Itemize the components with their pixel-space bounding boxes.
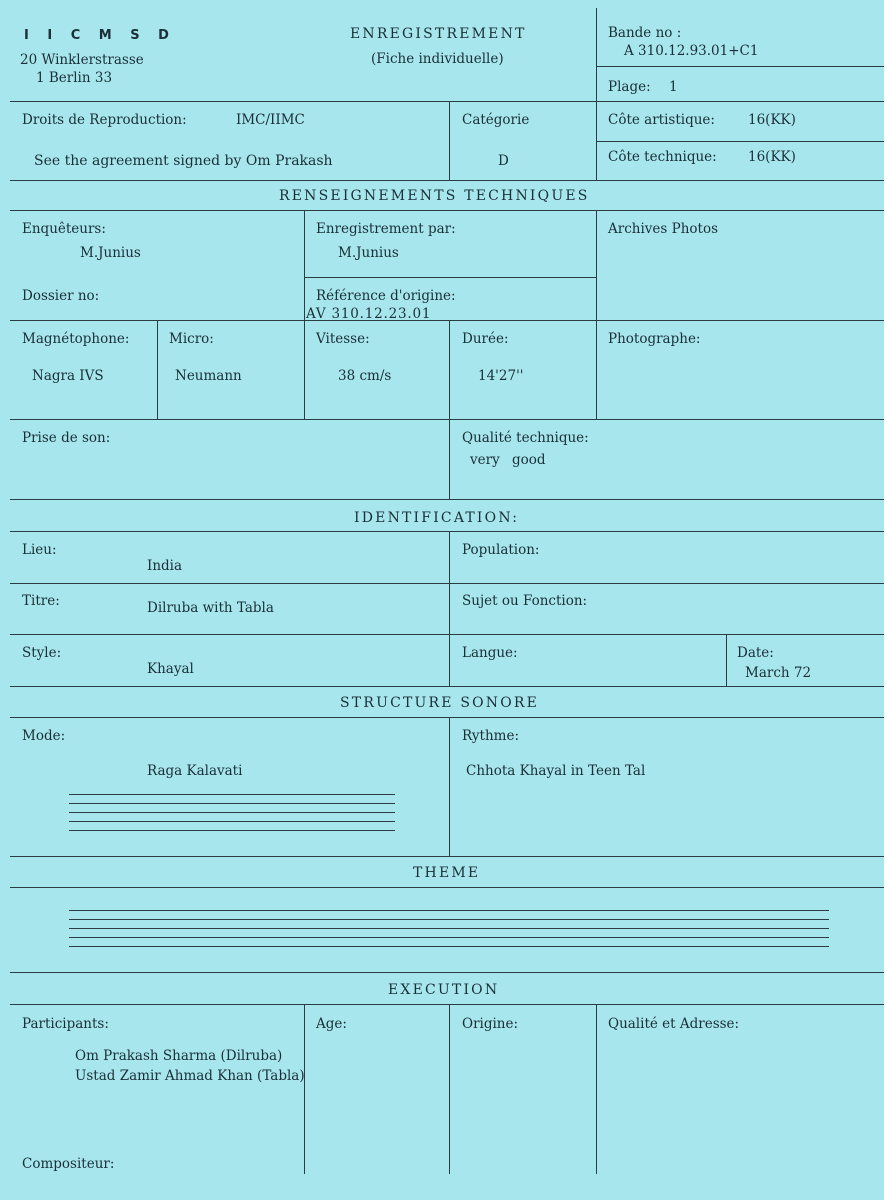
divider bbox=[10, 634, 884, 635]
ruled-line bbox=[69, 910, 829, 911]
cote-artistique-value: 16(KK) bbox=[748, 112, 796, 128]
magnetophone-label: Magnétophone: bbox=[22, 331, 130, 347]
bande-label: Bande no : bbox=[608, 25, 682, 41]
divider bbox=[596, 66, 884, 67]
qualite-adresse-label: Qualité et Adresse: bbox=[608, 1016, 740, 1032]
section-heading-technique: RENSEIGNEMENTS TECHNIQUES bbox=[279, 188, 590, 204]
divider bbox=[304, 210, 305, 419]
divider bbox=[304, 277, 596, 278]
plage-value: 1 bbox=[669, 79, 678, 95]
rythme-value: Chhota Khayal in Teen Tal bbox=[466, 763, 646, 779]
enqueteurs-label: Enquêteurs: bbox=[22, 221, 106, 237]
bande-value: A 310.12.93.01+C1 bbox=[624, 43, 759, 59]
date-label: Date: bbox=[737, 645, 774, 661]
divider bbox=[596, 141, 884, 142]
divider bbox=[10, 419, 884, 420]
reference-value: AV 310.12.23.01 bbox=[306, 306, 432, 322]
cote-technique-value: 16(KK) bbox=[748, 149, 796, 165]
divider bbox=[157, 320, 158, 419]
ruled-line bbox=[69, 812, 395, 813]
divider bbox=[449, 717, 450, 856]
divider bbox=[10, 101, 884, 102]
compositeur-label: Compositeur: bbox=[22, 1156, 115, 1172]
reference-label: Référence d'origine: bbox=[316, 288, 456, 304]
divider bbox=[596, 101, 597, 180]
form-subtitle: (Fiche individuelle) bbox=[371, 51, 504, 67]
divider bbox=[10, 717, 884, 718]
divider bbox=[10, 686, 884, 687]
duree-label: Durée: bbox=[462, 331, 509, 347]
ruled-line bbox=[69, 946, 829, 947]
plage-label: Plage: bbox=[608, 79, 651, 95]
divider bbox=[10, 856, 884, 857]
section-heading-execution: EXECUTION bbox=[388, 982, 500, 998]
divider bbox=[10, 583, 884, 584]
dossier-label: Dossier no: bbox=[22, 288, 100, 304]
section-heading-identification: IDENTIFICATION: bbox=[354, 510, 520, 526]
mode-value: Raga Kalavati bbox=[147, 763, 243, 779]
participant-1: Om Prakash Sharma (Dilruba) bbox=[75, 1048, 283, 1064]
enregistrement-par-label: Enregistrement par: bbox=[316, 221, 456, 237]
vitesse-label: Vitesse: bbox=[316, 331, 370, 347]
lieu-value: India bbox=[147, 558, 183, 574]
style-label: Style: bbox=[22, 645, 62, 661]
categorie-label: Catégorie bbox=[462, 112, 530, 128]
langue-label: Langue: bbox=[462, 645, 518, 661]
divider bbox=[10, 210, 884, 211]
participants-label: Participants: bbox=[22, 1016, 109, 1032]
divider bbox=[449, 1004, 450, 1174]
divider bbox=[304, 1004, 305, 1174]
categorie-value: D bbox=[498, 153, 509, 169]
rythme-label: Rythme: bbox=[462, 728, 520, 744]
mode-label: Mode: bbox=[22, 728, 66, 744]
form-title: ENREGISTREMENT bbox=[350, 26, 527, 42]
qualite-technique-value: very good bbox=[470, 452, 546, 468]
org-name: I I C M S D bbox=[24, 28, 176, 43]
titre-value: Dilruba with Tabla bbox=[147, 600, 274, 616]
droits-label: Droits de Reproduction: bbox=[22, 112, 187, 128]
divider bbox=[449, 419, 450, 499]
ruled-line bbox=[69, 794, 395, 795]
divider bbox=[10, 1004, 884, 1005]
archives-photos-label: Archives Photos bbox=[608, 221, 718, 237]
divider bbox=[449, 320, 450, 419]
divider bbox=[10, 887, 884, 888]
age-label: Age: bbox=[316, 1016, 347, 1032]
style-value: Khayal bbox=[147, 661, 194, 677]
ruled-line bbox=[69, 928, 829, 929]
section-heading-theme: THEME bbox=[413, 865, 481, 881]
lieu-label: Lieu: bbox=[22, 542, 57, 558]
section-heading-structure: STRUCTURE SONORE bbox=[340, 695, 540, 711]
ruled-line bbox=[69, 937, 829, 938]
enregistrement-par-value: M.Junius bbox=[338, 245, 399, 261]
divider bbox=[10, 499, 884, 500]
sujet-label: Sujet ou Fonction: bbox=[462, 593, 588, 609]
micro-label: Micro: bbox=[169, 331, 214, 347]
participant-2: Ustad Zamir Ahmad Khan (Tabla) bbox=[75, 1068, 305, 1084]
divider bbox=[10, 531, 884, 532]
droits-value: IMC/IIMC bbox=[236, 112, 305, 128]
photographe-label: Photographe: bbox=[608, 331, 701, 347]
divider bbox=[596, 8, 597, 101]
ruled-line bbox=[69, 803, 395, 804]
qualite-technique-label: Qualité technique: bbox=[462, 430, 589, 446]
agreement-text: See the agreement signed by Om Prakash bbox=[34, 153, 333, 169]
vitesse-value: 38 cm/s bbox=[338, 368, 392, 384]
divider bbox=[596, 210, 597, 419]
ruled-line bbox=[69, 919, 829, 920]
origine-label: Origine: bbox=[462, 1016, 519, 1032]
enqueteurs-value: M.Junius bbox=[80, 245, 141, 261]
divider bbox=[10, 320, 884, 321]
prise-de-son-label: Prise de son: bbox=[22, 430, 111, 446]
divider bbox=[726, 634, 727, 686]
cote-technique-label: Côte technique: bbox=[608, 149, 717, 165]
duree-value: 14'27'' bbox=[478, 368, 524, 384]
population-label: Population: bbox=[462, 542, 540, 558]
magnetophone-value: Nagra IVS bbox=[32, 368, 104, 384]
address-line-2: 1 Berlin 33 bbox=[36, 70, 113, 86]
date-value: March 72 bbox=[745, 665, 812, 681]
divider bbox=[10, 972, 884, 973]
titre-label: Titre: bbox=[22, 593, 60, 609]
cote-artistique-label: Côte artistique: bbox=[608, 112, 715, 128]
ruled-line bbox=[69, 821, 395, 822]
ruled-line bbox=[69, 830, 395, 831]
address-line-1: 20 Winklerstrasse bbox=[20, 52, 144, 68]
divider bbox=[10, 180, 884, 181]
micro-value: Neumann bbox=[175, 368, 242, 384]
divider bbox=[449, 101, 450, 180]
divider bbox=[596, 1004, 597, 1174]
divider bbox=[449, 531, 450, 686]
